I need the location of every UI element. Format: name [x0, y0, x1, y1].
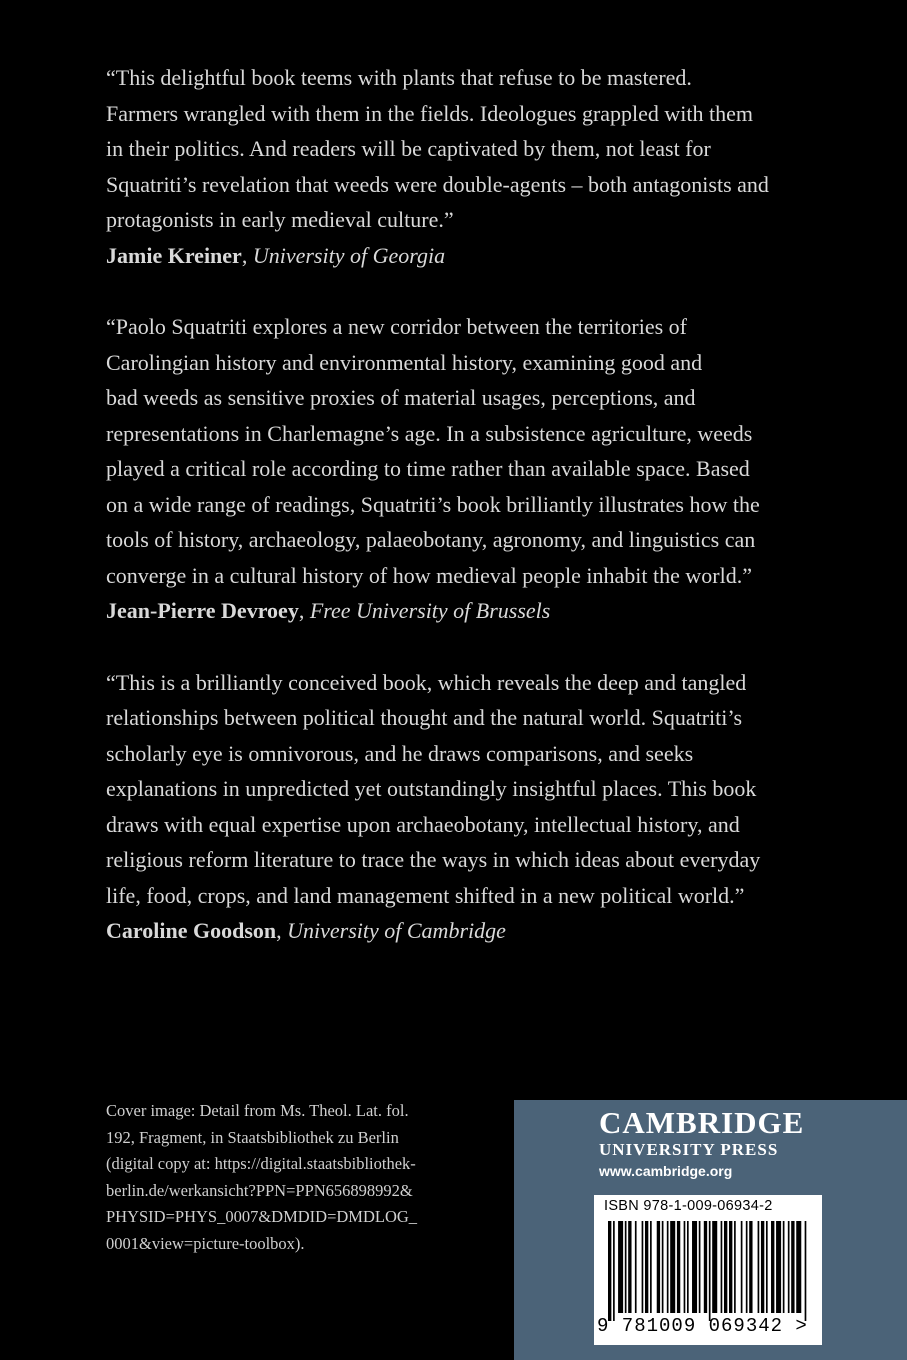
- endorsement-attribution: [106, 593, 806, 629]
- barcode-bar: [613, 1221, 615, 1321]
- endorser-affiliation: Free University of Brussels: [309, 598, 551, 623]
- endorser-name: Jamie Kreiner: [106, 242, 242, 268]
- publisher-subname: UNIVERSITY PRESS: [599, 1140, 779, 1159]
- barcode-bar: [776, 1221, 781, 1313]
- barcode-bar: [729, 1221, 732, 1313]
- barcode-bar: [642, 1221, 644, 1313]
- barcode-bar: [758, 1221, 760, 1313]
- attribution-separator: ,: [241, 242, 253, 268]
- publisher-url: www.cambridge.org: [599, 1163, 733, 1179]
- endorsement-1: [106, 60, 806, 273]
- endorser-name: Jean-Pierre Devroey: [106, 598, 299, 623]
- barcode-bar: [709, 1221, 711, 1321]
- barcode-bar: [670, 1221, 675, 1313]
- endorsement-quote: “Paolo Squatriti explores a new corridor between the territories of Carolingian history and environmental history, examining good and bad weeds as sensitive proxies of material usages, perceptions, and representations in Charlemagne’s age. In a subsistence agriculture, weeds played a critical role according to time rather than available space. Based on a wide range of readings, Squatriti’s book brilliantly illustrates how the tools of history, archaeology, palaeobotany, agronomy, and linguistics can converge in a cultural history of how medieval people inhabit the world.”: [106, 314, 760, 588]
- barcode-bar: [692, 1221, 697, 1313]
- endorsement-quote: “This delightful book teems with plants that refuse to be mastered. Farmers wrangled with them in the fields. Ideologues grappled with them in their politics. And readers will be captivated by them, not least for Squatriti’s revelation that weeds were double-agents – both antagonists and protagonists in early medieval culture.”: [106, 65, 769, 232]
- isbn-label: ISBN 978-1-009-06934-2: [604, 1198, 773, 1214]
- endorser-name: Caroline Goodson: [106, 918, 277, 943]
- barcode-bar: [645, 1221, 648, 1313]
- barcode-bar: [677, 1221, 680, 1313]
- barcode-bar: [667, 1221, 669, 1313]
- publisher-name: CAMBRIDGE: [599, 1105, 805, 1140]
- barcode-bar: [788, 1221, 790, 1313]
- publisher-panel: [514, 1100, 907, 1360]
- endorsement-attribution: [106, 913, 806, 949]
- barcode-bar: [628, 1221, 631, 1313]
- barcode-bar: [657, 1221, 660, 1313]
- endorser-affiliation: University of Georgia: [252, 242, 446, 268]
- endorsement-attribution: [106, 238, 806, 274]
- barcode-bar: [746, 1221, 748, 1313]
- barcode-bar: [699, 1221, 701, 1313]
- barcode-bar: [761, 1221, 764, 1313]
- barcode-box: [594, 1195, 822, 1345]
- barcode-bar: [650, 1221, 652, 1313]
- barcode-bar: [791, 1221, 794, 1313]
- publisher-logo: [599, 1106, 839, 1182]
- barcode-bar: [684, 1221, 686, 1313]
- barcode-bar: [662, 1221, 664, 1313]
- barcode-bar: [618, 1221, 623, 1313]
- barcode-bar: [635, 1221, 637, 1313]
- barcode-bar: [712, 1221, 717, 1313]
- barcode-digits: 9 781009 069342 >: [597, 1315, 808, 1337]
- barcode-bar: [734, 1221, 736, 1313]
- endorsement-quote: “This is a brilliantly conceived book, which reveals the deep and tangled relationships between political thought and the natural world. Squatriti’s scholarly eye is omnivorous, and he draws comparisons, and seeks explanations in unpredicted yet outstandingly insightful places. This book draws with equal expertise upon archaeobotany, intellectual history, and religious reform literature to trace the ways in which ideas about everyday life, food, crops, and land management shifted in a new political world.”: [106, 669, 761, 908]
- barcode-bar: [749, 1221, 752, 1313]
- endorsement-3: [106, 665, 806, 949]
- attribution-separator: ,: [298, 598, 310, 623]
- barcode-bar: [704, 1221, 707, 1313]
- barcode-bar: [766, 1221, 768, 1313]
- barcode-bar: [608, 1221, 611, 1321]
- barcode-bar: [625, 1221, 627, 1313]
- barcode-bar: [805, 1221, 807, 1321]
- barcode-bar: [741, 1221, 743, 1313]
- endorsement-2: [106, 309, 806, 629]
- barcode-bar: [796, 1221, 801, 1313]
- barcode-bar: [687, 1221, 689, 1313]
- barcode-bar: [771, 1221, 774, 1313]
- cover-image-credit: Cover image: Detail from Ms. Theol. Lat. fol. 192, Fragment, in Staatsbibliothek zu Berlin (digital copy at: https://digital.staatsbibliothek- berlin.de/werkansicht?PPN=PPN656898992& PHYSID=PHYS_0007&DMDID=DMDLOG_ 0001&view=picture-toolbox).: [106, 1101, 418, 1253]
- attribution-separator: ,: [276, 918, 288, 943]
- endorser-affiliation: University of Cambridge: [287, 918, 506, 943]
- endorsements: [106, 60, 806, 985]
- barcode-bar: [724, 1221, 727, 1313]
- barcode-bar: [783, 1221, 785, 1313]
- barcode-bar: [721, 1221, 723, 1313]
- barcode-icon: [608, 1221, 808, 1321]
